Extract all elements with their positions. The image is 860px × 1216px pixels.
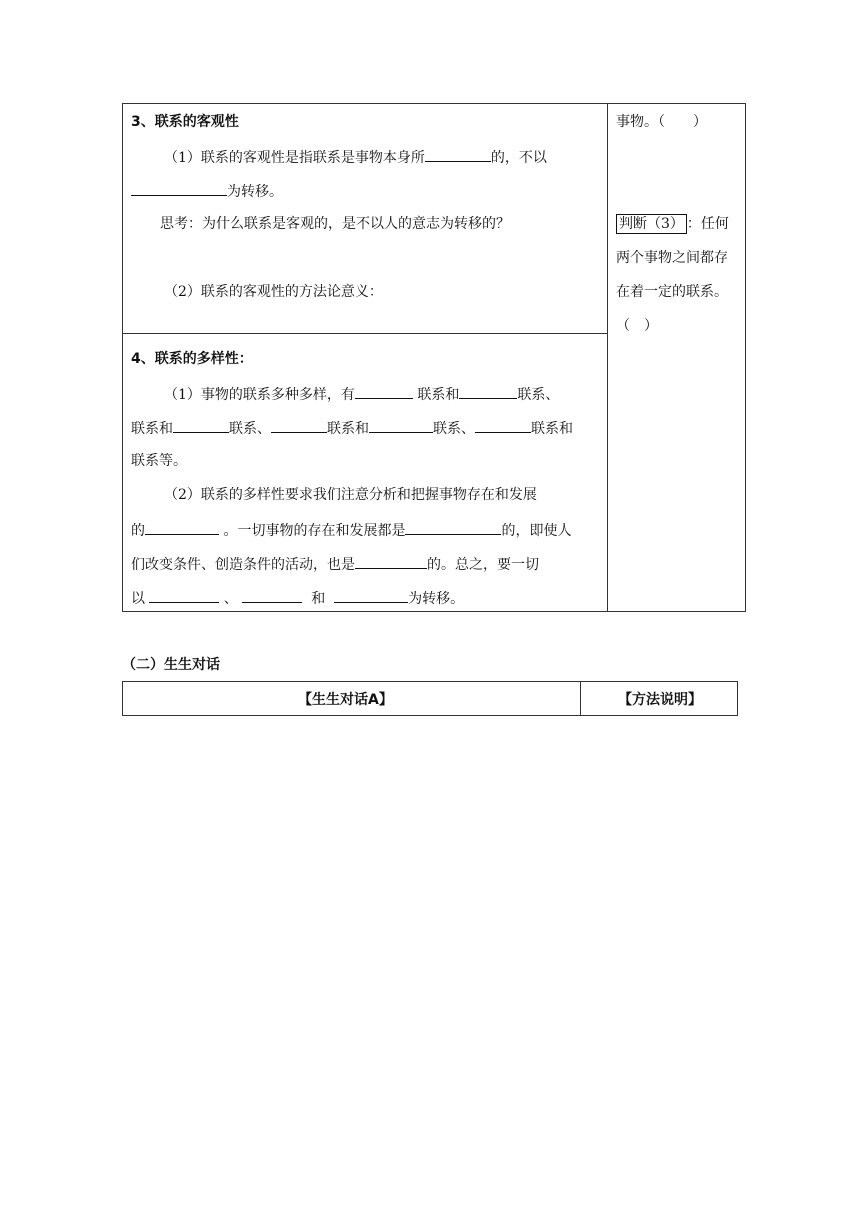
fill-blank[interactable] xyxy=(425,146,491,162)
dialog-col1-header: 【生生对话A】 xyxy=(298,692,393,708)
section4-p2-line2 xyxy=(131,519,571,541)
section4-text: 联系和 xyxy=(131,421,173,437)
side-line5: （ ） xyxy=(616,318,658,334)
fill-blank[interactable] xyxy=(149,587,219,603)
side-line1: 事物。（ ） xyxy=(616,114,707,130)
side-judge xyxy=(616,214,729,234)
section3-p2: （2）联系的客观性的方法论意义： xyxy=(164,284,383,300)
fill-blank[interactable] xyxy=(475,417,531,433)
section4-text: 为转移。 xyxy=(408,591,465,607)
section4-text: 、 xyxy=(223,591,238,607)
fill-blank[interactable] xyxy=(355,553,427,569)
fill-blank[interactable] xyxy=(405,519,501,535)
section4-text: 联系和 xyxy=(531,421,573,437)
dialog-column-divider xyxy=(580,682,581,715)
section4-text: 的，即使人 xyxy=(501,523,572,539)
section4-p2-line4 xyxy=(131,587,464,609)
side-line3: 两个事物之间都存 xyxy=(616,250,728,266)
section3-p1-line2 xyxy=(131,180,283,202)
section4-title: 4、联系的多样性： xyxy=(131,351,253,367)
dialog-table xyxy=(122,681,738,716)
fill-blank[interactable] xyxy=(271,417,327,433)
section4-text: 的 xyxy=(131,523,145,539)
judge-label: 判断（3） xyxy=(616,214,687,234)
judge-text: ：任何 xyxy=(686,216,729,232)
section3-p1-text-a: （1）联系的客观性是指联系是事物本身所 xyxy=(164,150,425,166)
dialog-col2-header: 【方法说明】 xyxy=(618,692,702,708)
section4-text: 联系和 xyxy=(327,421,369,437)
section4-text: 和 xyxy=(311,591,326,607)
section4-p1-line1 xyxy=(164,383,559,405)
fill-blank[interactable] xyxy=(145,519,219,535)
fill-blank[interactable] xyxy=(355,383,413,399)
fill-blank[interactable] xyxy=(369,417,433,433)
section3-think: 思考：为什么联系是客观的，是不以人的意志为转移的？ xyxy=(160,216,510,232)
fill-blank[interactable] xyxy=(459,383,517,399)
fill-blank[interactable] xyxy=(131,180,227,196)
section3-p1-text-b: 的，不以 xyxy=(490,150,547,166)
fill-blank[interactable] xyxy=(173,417,229,433)
section-dialog-title: （二）生生对话 xyxy=(122,657,220,673)
section4-p2-line3 xyxy=(131,553,539,575)
fill-blank[interactable] xyxy=(334,587,408,603)
section3-p1-text-c: 为转移。 xyxy=(227,184,283,200)
section4-text: 以 xyxy=(131,591,145,607)
section4-text: 联系、 xyxy=(229,421,271,437)
section4-p1-line2 xyxy=(131,417,573,439)
section4-text: 的。总之，要一切 xyxy=(427,557,539,573)
fill-blank[interactable] xyxy=(242,587,302,603)
section4-text: 联系、 xyxy=(517,387,560,403)
section4-text: 联系和 xyxy=(417,387,460,403)
section4-p1-line3: 联系等。 xyxy=(131,453,187,469)
section4-text: 。一切事物的存在和发展都是 xyxy=(223,523,406,539)
column-divider xyxy=(607,104,608,611)
row-divider xyxy=(123,333,608,334)
side-line4: 在着一定的联系。 xyxy=(616,284,728,300)
section3-title: 3、联系的客观性 xyxy=(131,114,239,130)
section4-text: 们改变条件、创造条件的活动，也是 xyxy=(131,557,355,573)
section4-text: （1）事物的联系多种多样，有 xyxy=(164,387,355,403)
section4-p2-line1: （2）联系的多样性要求我们注意分析和把握事物存在和发展 xyxy=(164,487,537,503)
section3-p1-line1 xyxy=(164,146,547,168)
section4-text: 联系、 xyxy=(433,421,475,437)
